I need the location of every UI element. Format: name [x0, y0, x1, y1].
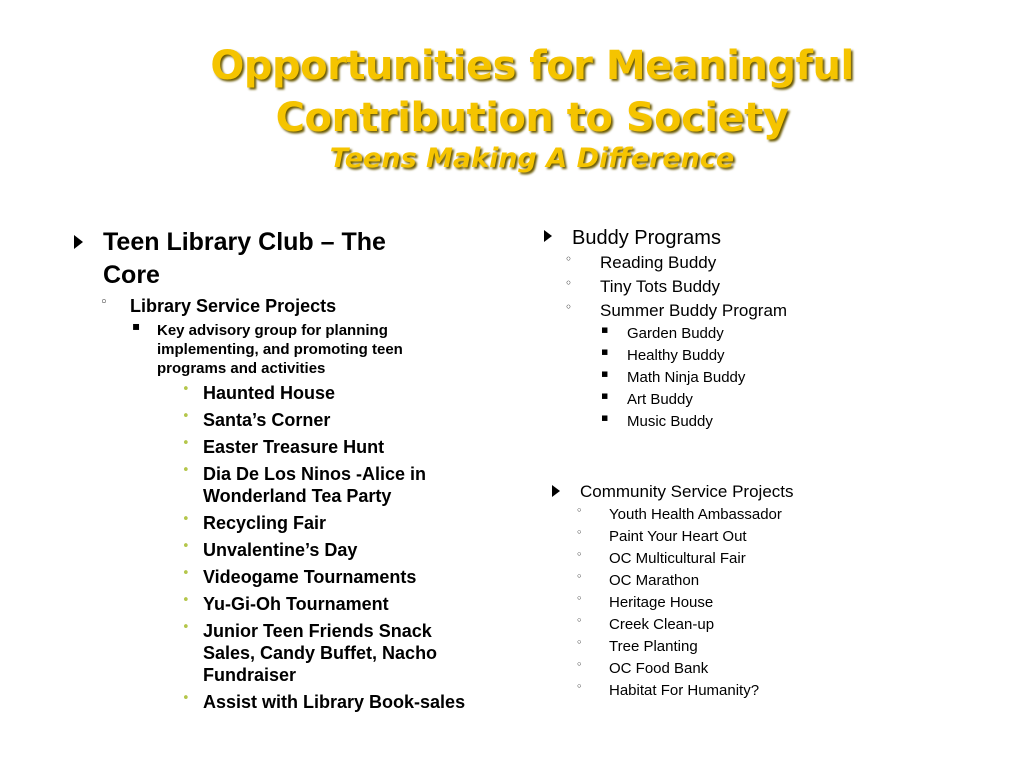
list-item: ◦ Creek Clean-up — [576, 614, 715, 633]
slide-title-line-2: Contribution to Society — [275, 95, 789, 141]
library-service-projects-item — [74, 295, 504, 317]
list-item: • Santa’s Corner — [182, 409, 331, 430]
square-bullet-icon: ▪ — [132, 319, 141, 333]
list-item: • Dia De Los Ninos -Alice in Wonderland Tea Party — [182, 463, 427, 506]
square-bullet-icon: ▪ — [601, 323, 609, 336]
dot-bullet-icon: • — [182, 691, 190, 706]
list-item: • Recycling Fair — [182, 512, 327, 533]
list-item: ◦ Tree Planting — [576, 636, 698, 655]
summer-buddy-list — [544, 323, 984, 433]
left-column — [74, 226, 504, 718]
dot-bullet-icon: • — [182, 566, 190, 581]
buddy-program-list — [544, 251, 984, 323]
square-bullet-icon: ▪ — [601, 345, 609, 358]
triangle-bullet-icon — [552, 485, 560, 497]
library-service-projects-label: Library Service Projects — [130, 296, 337, 316]
circle-bullet-icon: ◦ — [565, 276, 573, 290]
advisory-note-item — [74, 321, 504, 378]
list-item: ◦ Paint Your Heart Out — [576, 526, 747, 545]
list-item: • Videogame Tournaments — [182, 566, 417, 587]
list-item: • Junior Teen Friends Snack Sales, Candy Buffet, Nacho Fundraiser — [182, 620, 438, 685]
dot-bullet-icon: • — [182, 463, 190, 478]
circle-bullet-icon: ◦ — [576, 636, 583, 649]
list-item: ▪ Garden Buddy — [601, 323, 724, 342]
teen-library-club-heading: Teen Library Club – The Core — [103, 228, 386, 289]
list-item: ◦ OC Marathon — [576, 570, 700, 589]
circle-bullet-icon: ◦ — [576, 680, 583, 693]
dot-bullet-icon: • — [182, 436, 190, 451]
square-bullet-icon: ▪ — [601, 411, 609, 424]
buddy-programs-heading: Buddy Programs — [572, 227, 721, 249]
triangle-bullet-icon — [544, 230, 552, 242]
teen-library-club-item — [74, 226, 504, 292]
list-item: • Easter Treasure Hunt — [182, 436, 385, 457]
square-bullet-icon: ▪ — [601, 389, 609, 402]
list-item: ◦ Summer Buddy Program — [565, 300, 788, 320]
advisory-note-text: Key advisory group for planning implementing, and promoting teen programs and activities — [157, 322, 403, 377]
slide-title-line-1: Opportunities for Meaningful — [210, 43, 854, 89]
buddy-programs-item — [544, 225, 984, 251]
circle-bullet-icon: ◦ — [576, 658, 583, 671]
list-item: ◦ Habitat For Humanity? — [576, 680, 760, 699]
list-item: ◦ Heritage House — [576, 592, 714, 611]
circle-bullet-icon: ◦ — [576, 526, 583, 539]
list-item: • Unvalentine’s Day — [182, 539, 358, 560]
list-item: ◦ OC Multicultural Fair — [576, 548, 746, 567]
triangle-bullet-icon — [74, 235, 83, 249]
slide-subtitle: Teens Making A Difference — [329, 143, 735, 174]
community-service-section — [552, 480, 992, 702]
buddy-programs-section — [544, 225, 984, 433]
library-project-list — [74, 382, 504, 713]
list-item: ▪ Music Buddy — [601, 411, 713, 430]
community-service-item — [552, 480, 992, 504]
circle-bullet-icon: ◦ — [576, 504, 583, 517]
circle-bullet-icon: ◦ — [565, 252, 573, 266]
square-bullet-icon: ▪ — [601, 367, 609, 380]
list-item: • Assist with Library Book-sales — [182, 691, 466, 712]
community-service-list — [552, 504, 992, 702]
circle-bullet-icon: ◦ — [576, 548, 583, 561]
list-item: ▪ Healthy Buddy — [601, 345, 725, 364]
community-service-heading: Community Service Projects — [580, 482, 794, 501]
circle-bullet-icon: ◦ — [576, 592, 583, 605]
list-item: ◦ Tiny Tots Buddy — [565, 276, 721, 296]
list-item: ◦ Reading Buddy — [565, 252, 717, 272]
circle-bullet-icon: ◦ — [565, 300, 573, 314]
dot-bullet-icon: • — [182, 382, 190, 397]
list-item: ◦ OC Food Bank — [576, 658, 709, 677]
circle-bullet-icon: ◦ — [576, 614, 583, 627]
dot-bullet-icon: • — [182, 593, 190, 608]
dot-bullet-icon: • — [182, 620, 190, 635]
circle-bullet-icon: ◦ — [100, 295, 108, 310]
circle-bullet-icon: ◦ — [576, 570, 583, 583]
dot-bullet-icon: • — [182, 539, 190, 554]
dot-bullet-icon: • — [182, 409, 190, 424]
list-item: • Haunted House — [182, 382, 336, 403]
list-item: ▪ Math Ninja Buddy — [601, 367, 746, 386]
list-item: • Yu-Gi-Oh Tournament — [182, 593, 389, 614]
list-item: ▪ Art Buddy — [601, 389, 693, 408]
slide-title-block — [0, 40, 1024, 174]
dot-bullet-icon: • — [182, 512, 190, 527]
list-item: ◦ Youth Health Ambassador — [576, 504, 782, 523]
